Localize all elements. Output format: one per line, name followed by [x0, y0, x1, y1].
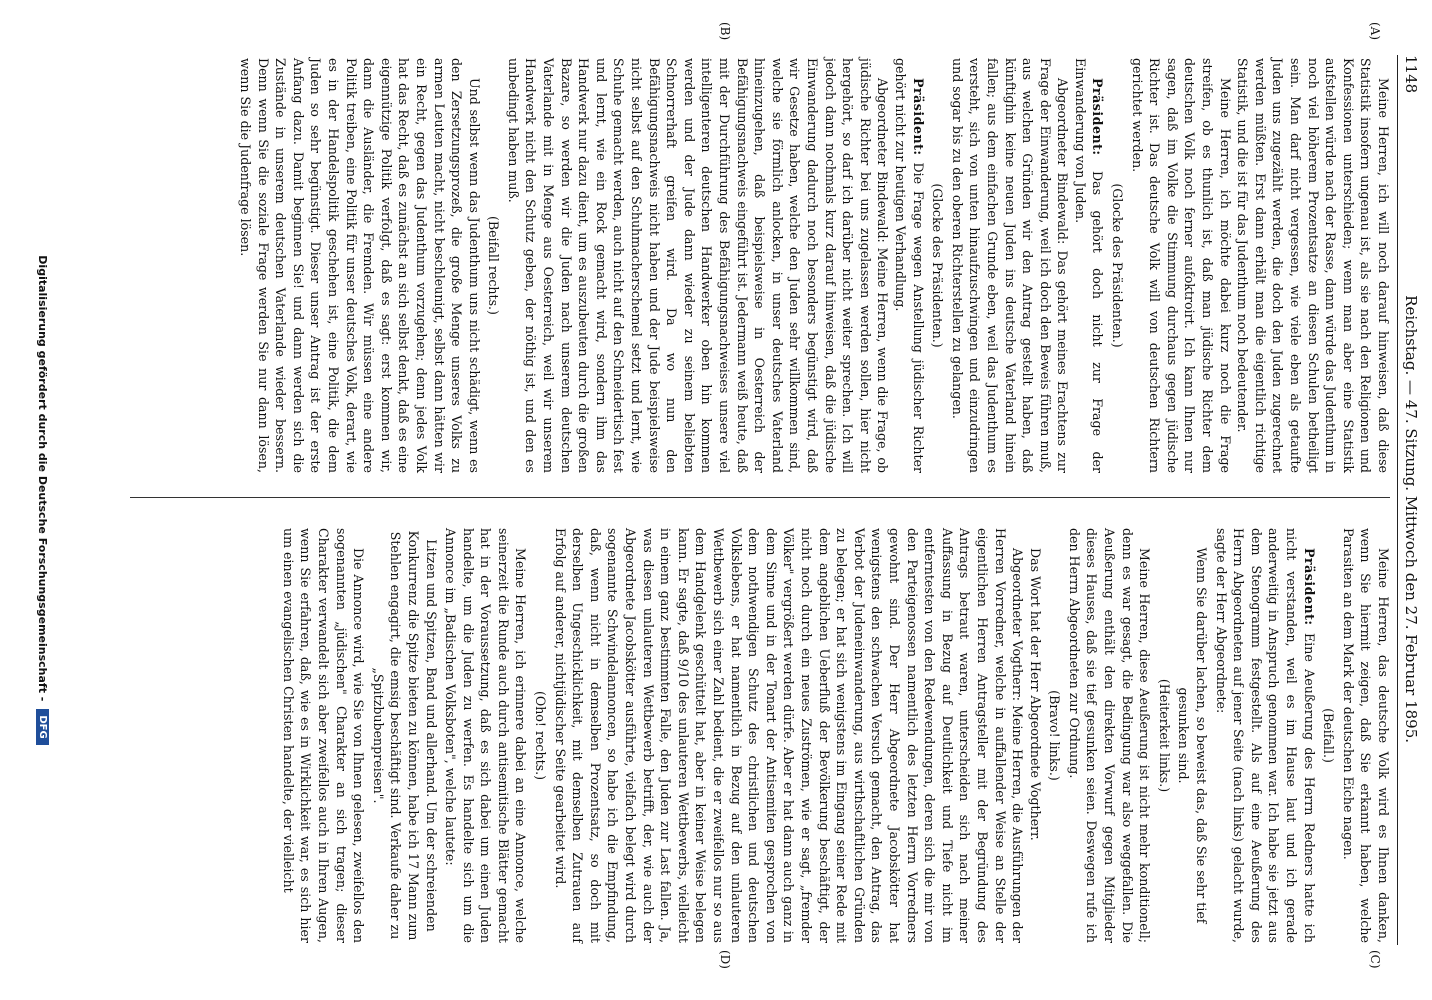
- speaker-paragraph: [1212, 528, 1318, 943]
- header-rule: [1397, 55, 1398, 945]
- paragraph: Meine Herren, ich will noch darauf hinweisen, daß diese Statistik insofern ungenau ist, als sie nach den Religionen und Konfessionen unterschieden; wenn man aber eine Statistik aufstellen würde nach der Rasse, dann würde das Judenthum in noch viel höherem Prozentsatze an diesen Schulen betheiligt sein. Man darf nicht vergessen, wie viele eben als getaufte Juden uns zugezählt werden, die doch den Juden zugerechnet werden müßten. Erst dann erhält man die eigentlich richtige Statistik, und die ist für das Judenthum noch bedeutender.: [1235, 58, 1391, 473]
- page-header: [1400, 55, 1422, 945]
- centered-text: (Glocke des Präsidenten.): [930, 183, 946, 348]
- speaker-name: Präsident:: [1301, 548, 1317, 626]
- paragraph: Meine Herren, ich möchte dabei kurz noch die Frage streifen, ob es thunlich ist, daß man jüdische Richter dem deutschen Volk noch ferner aufoktroirt. Ich kann Ihnen nur sagen, daß im Volke die Stimmung durchaus gegen jüdische Richter ist. Das deutsche Volk will von deutschen Richtern gerichtet werden.: [1129, 58, 1233, 473]
- paragraph: Das Wort hat der Herr Abgeordnete Vogtherr.: [1027, 548, 1043, 841]
- paragraph: Und selbst wenn das Judenthum uns nicht schädigt, wenn es den Zersetzungsprozeß, die große Menge unseres Volks zu armen Leuten macht, nicht beschleunigt, selbst dann hätten wir ein Recht, gegen das Judenthum vorzugehen; denn jedes Volk hat das Recht, daß es zunächst an sich selbst denkt, daß es eine eigennützige Politik verfolgt, daß es sagt: erst kommen wir, dann die Ausländer, die Fremden. Wir müssen eine andere Politik treiben, eine Politik für unser deutsches Volk, derart, wie es in der Handelspolitik geschehen ist, eine Politik, die dem Juden so sehr begünstigt. Dieser unser Antrag ist der erste Anfang dazu. Damit beginnen Sie! und dann werden sich die Zustände in unserem deutschen Vaterlande wieder bessern. Denn wenn Sie die soziale Frage werden Sie nur dann lösen, wenn Sie die Judenfrage lösen.: [238, 58, 482, 473]
- paragraph: Meine Herren, ich erinnere dabei an eine Annonce, welche seinerzeit die Runde auch durch antisemitische Blätter gemacht hat in der Voraussetzung, daß es sich dabei um einen Juden handelte, um die Juden zu werfen. Es handelte sich um die Annonce im „Badischen Volksboten", welche lautete:: [443, 528, 529, 943]
- paragraph: Meine Herren, diese Aeußerung ist nicht mehr konditionell; denn es war gesagt, die Bedingung war also weggefallen. Die Aeußerung enthält den direkten Vorwurf gegen Mitglieder dieses Hauses, daß sie tief gesunken seien. Deswegen rufe ich den Herrn Abgeordneten zur Ordnung.: [1066, 528, 1153, 943]
- centered-text: Wenn Sie darüber lachen, so beweist das, daß Sie sehr tief gesunken sind.: [1176, 547, 1210, 924]
- left-column: [236, 58, 1392, 473]
- speaker-name: Präsident:: [1090, 78, 1106, 156]
- speaker-name: Präsident:: [910, 78, 926, 156]
- page-number: 1148: [1402, 55, 1420, 94]
- paragraph: Abgeordneter Vogtherr: Meine Herren, die Ausführungen der Herren Vorredner, welche in auffallender Weise an Stelle der eigentlichen Herren Antragsteller mit der Begründung des Antrags betraut waren, unterscheiden sich nach meiner Auffassung in Bezug auf Deutlichkeit und Tiefe nicht im entferntesten von den Redewendungen, deren sich die mir von den Parteigenossen namentlich des letzten Herrn Vorredners gewohnt sind. Der Herr Abgeordnete Jacobskötter hat wenigstens den schwachen Versuch gemacht, den Antrag, das Verbot der Judeneinwanderung, aus wirthschaftlichen Gründen zu belegen; er hat sich wenigstens im Eingang seiner Rede mit dem angeblichen Ueberfluß der Bevölkerung beschäftigt, der nicht noch durch ein neues Zuströmen, wie er sagt, „fremder Völker" vergrößert werden dürfe. Aber er hat dann auch ganz in dem Sinne und in der Tonart der Antisemiten gesprochen von dem nothwendigen Schutz des christlichen und deutschen Volkslebens, er hat namentlich in Bezug auf den unlauteren Wettbewerb sich einer Zahl bedient, die er zweifellos nur so aus dem Handgelenk geschüttelt hat, aber in keiner Weise belegen kann. Er sagte, daß 9/10 des unlauteren Wettbewerbs, vielleicht in einem ganz bestimmten Falle, den Juden zur Last fallen. Ja, was diesen unlauteren Wettbewerb betrifft, der, wie auch der Abgeordnete Jacobskötter ausführte, vielfach belegt wird durch sogenannte Schwindelannoncen, so habe ich die Empfindung, daß, wenn nicht in demselben Prozentsatz, so doch mit derselben Ungeschicklichkeit, mit demselben Zutrauen auf Erfolg auf anderer, nichtjüdischer Seite gearbeitet wird.: [552, 528, 1026, 943]
- speaker-text: Die Frage wegen Anstellung jüdischer Richter gehört nicht zur heutigen Verhandlung.: [892, 58, 926, 473]
- right-column: [279, 528, 1392, 943]
- centered-text: (Beifall rechts.): [486, 216, 502, 315]
- marker-c: (C): [1368, 950, 1382, 969]
- marker-a: (A): [1368, 22, 1382, 41]
- paragraph: Abgeordneter Bindewald: Das gehört meines Erachtens zur Frage der Einwanderung, weil ich doch den Beweis führen muß, aus welchen Gründen wir den Antrag gestellt haben, daß künftighin keine neuen Juden ins deutsche Vaterland hinein fallen; aus dem einfachen Grunde eben, weil das Judenthum es versteht, sich von unten hinaufzuschwingen und einzudringen und sogar bis zu den oberen Richterstellen zu gelangen.: [949, 58, 1071, 473]
- speaker-paragraph: [891, 58, 926, 473]
- paragraph: Meine Herren, das deutsche Volk wird es Ihnen danken, wenn Sie hiermit zeigen, daß Sie erkannt haben, welche Parasiten an dem Mark der deutschen Eiche nagen.: [1340, 528, 1391, 943]
- centered-text: (Oho! rechts.): [533, 690, 549, 781]
- speaker-text: Eine Aeußerung des Herrn Redners hatte ich nicht verstanden, weil es im Hause laut und ich gerade anderweitig in Anspruch genommen war. Ich habe sie jetzt aus dem Stenogramm festgestellt. Als auf eine Aeußerung des Herrn Abgeordneten auf jener Seite (nach links) gelacht wurde, sagte der Herr Abgeordnete:: [1213, 528, 1317, 943]
- document-page: [72, 0, 1432, 1000]
- footer-text: Digitalisierung gefördert durch die Deutsche Forschungsgemeinschaft -: [36, 255, 50, 702]
- centered-text: (Heiterkeit links.): [1156, 678, 1172, 793]
- column-divider: [130, 497, 1390, 498]
- centered-text: Litzen und Spitzen, Band und allerhand. Um der schreienden Konkurrenz die Spitze bieten zu können, habe ich 17 Mann zum Stehlen engagirt, die emsig beschäftigt sind. Verkaufe daher zu „Spitzbubenpreisen".: [370, 530, 439, 941]
- centered-text: (Glocke des Präsidenten.): [1110, 183, 1126, 348]
- marker-d: (D): [718, 950, 732, 969]
- dfg-logo: DFG: [37, 709, 50, 744]
- centered-text: (Beifall.): [1321, 708, 1337, 763]
- page-title: Reichstag. — 47. Sitzung. Mittwoch den 27. Februar 1895.: [1402, 295, 1420, 744]
- speaker-paragraph: [1071, 58, 1106, 473]
- digitization-footer: [32, 0, 54, 1000]
- marker-b: (B): [718, 22, 732, 41]
- paragraph: Die Annonce wird, wie Sie von Ihnen gelesen, zweifellos den sogenannten „jüdischen" Charakter an sich tragen; dieser Charakter verwandelt sich aber zweifellos auch in Ihren Augen, wenn Sie erfahren, daß, wie es in Wirklichkeit war, es sich hier um einen evangelischen Christen handelte, der vielleicht: [280, 528, 367, 943]
- speaker-text: Das gehört doch nicht zur Frage der Einwanderung von Juden.: [1072, 58, 1106, 473]
- paragraph: Abgeordneter Bindewald: Meine Herren, wenn die Frage, ob jüdische Richter bei uns zugelassen werden sollen, hier nicht hergehört, so darf ich darüber nicht weiter sprechen. Ich will jedoch dann nochmals kurz darauf hinweisen, daß die jüdische Einwanderung dadurch noch besonders begünstigt wird, daß wir Gesetze haben, welche den Juden sehr willkommen sind, welche sie förmlich anlocken, in unser deutsches Vaterland hineinzugehen, daß beispielsweise in Oesterreich der Befähigungsnachweis eingeführt ist. Jedermann weiß heute, daß mit der Durchführung des Befähigungsnachweises unsere viel intelligenteren deutschen Handwerker oben hin kommen werden und der Jude dann wieder zu seinem beliebten Schnorrerhaft greifen wird. Da wo nun den Befähigungsnachweis nicht haben und der Jude beispielsweise nicht selbst auf den Schuhmacherschemel setzt und lernt, wie Schuhe gemacht werden, auch nicht auf den Schneidertisch fest und lernt, wie ein Rock gemacht wird, sondern ihm das Handwerk nur dazu dient, um es auszubeuten durch die großen Bazare, so werden wir die Juden nach unserem deutschen Vaterlande mit in Menge aus Oesterreich, weil wir unserem Handwerk nicht den Schutz geben, der nöthig ist, und den es unbedingt haben muß.: [505, 58, 891, 473]
- centered-text: (Bravo! links.): [1047, 690, 1063, 781]
